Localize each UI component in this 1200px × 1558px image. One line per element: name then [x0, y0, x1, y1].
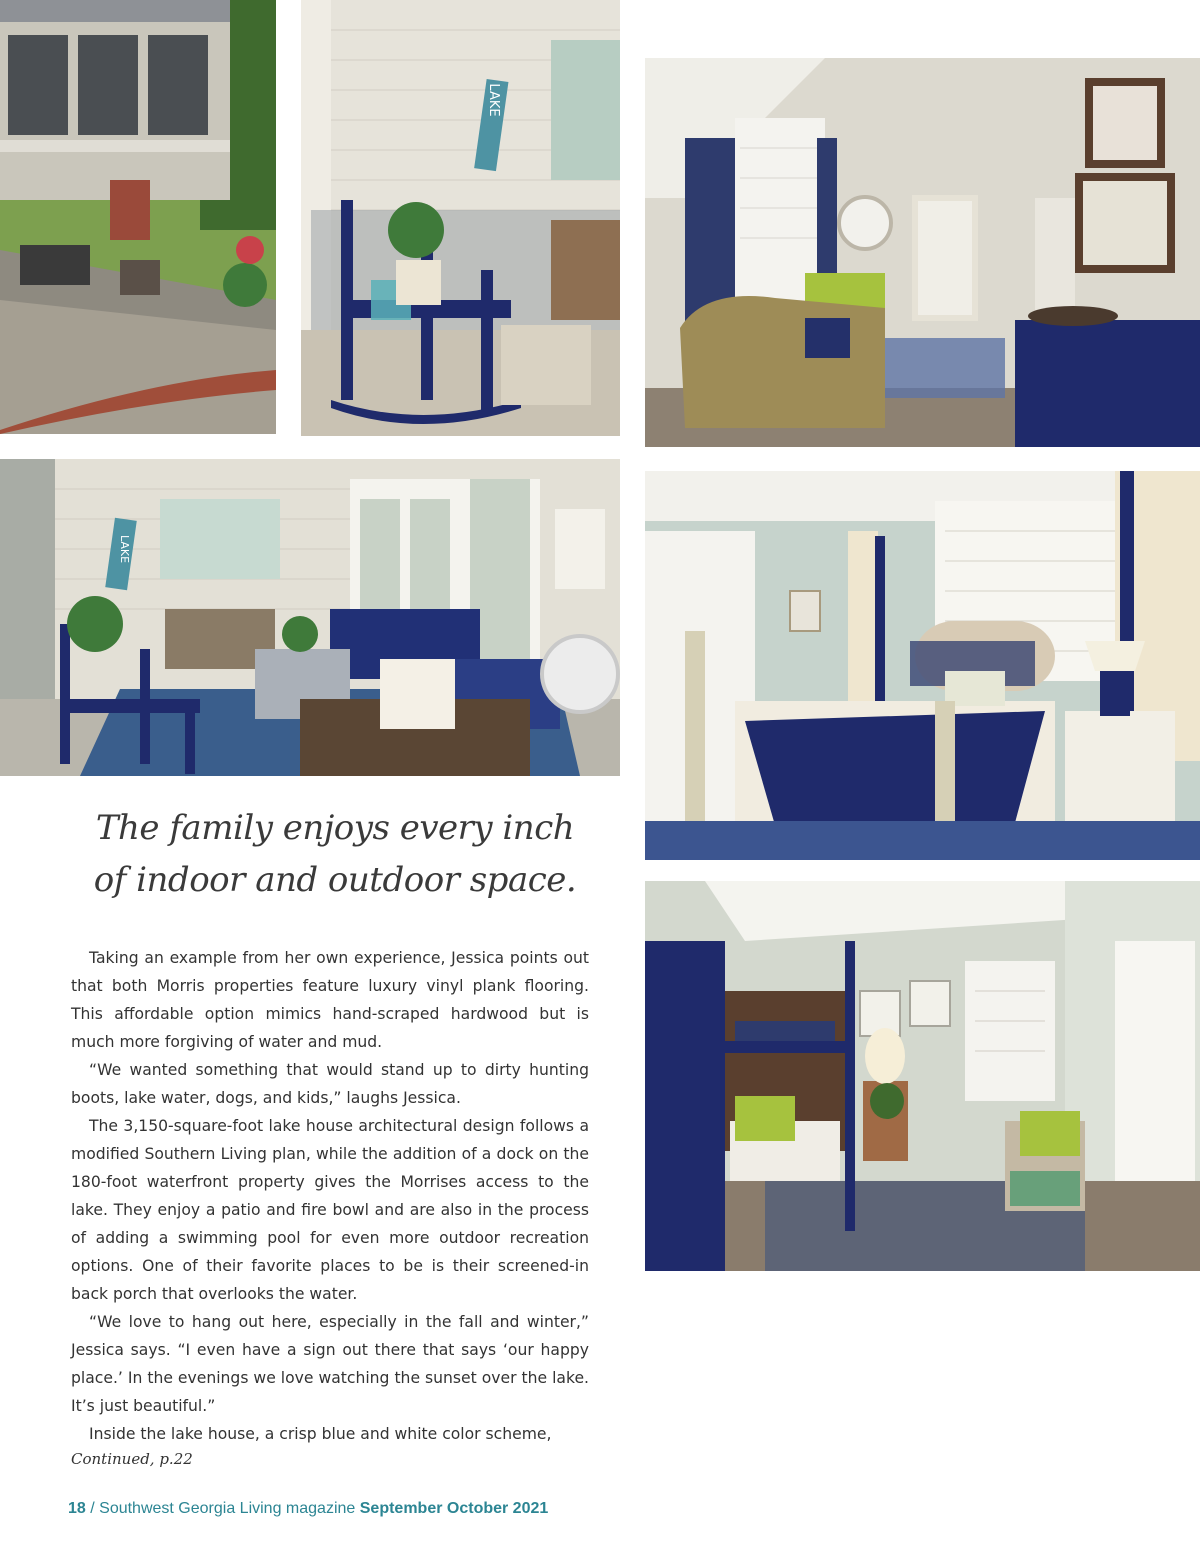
issue-date: September October 2021: [359, 1500, 549, 1517]
photo-bunk-room: [645, 881, 1200, 1271]
lake-sign-text-2: LAKE: [118, 534, 131, 564]
photo-screened-porch: [0, 459, 620, 776]
page-number: 18: [68, 1500, 86, 1517]
photo-living-room: [645, 58, 1200, 447]
article-body: [71, 944, 589, 1448]
paragraph: Inside the lake house, a crisp blue and white color scheme,: [89, 1425, 552, 1443]
paragraph: The 3,150-square-foot lake house architectural design follows a modified Southern Living plan, while the addition of a dock on the 180-foot waterfront property gives the Morrises access to the lake. They enjoy a patio and fire bowl and are also in the process of adding a swimming pool for even more outdoor recreation options. One of their favorite places to be is their screened-in back porch that overlooks the water.: [71, 1117, 589, 1303]
footer-separator: /: [85, 1500, 100, 1517]
continued-note: Continued, p.22: [71, 1450, 193, 1468]
photo-exterior-porch: [0, 0, 276, 434]
paragraph: Taking an example from her own experience, Jessica points out that both Morris properties feature luxury vinyl plank flooring. This affordable option mimics hand-scraped hardwood but is much more forgiving of water and mud.: [71, 949, 589, 1051]
page-footer: [68, 1500, 548, 1518]
lake-sign-text: LAKE: [486, 83, 501, 117]
pull-quote-line-1: The family enjoys every inch: [95, 808, 575, 848]
photo-guest-bedroom: [645, 471, 1200, 860]
paragraph: “We wanted something that would stand up to dirty hunting boots, lake water, dogs, and kids,” laughs Jessica.: [71, 1061, 589, 1107]
paragraph: “We love to hang out here, especially in the fall and winter,” Jessica says. “I even have a sign out there that says ‘our happy place.’ In the evenings we love watching the sunset over the lake. It’s just beautiful.”: [71, 1313, 589, 1415]
pull-quote-line-2: of indoor and outdoor space.: [93, 860, 577, 900]
pull-quote: [70, 802, 600, 906]
magazine-name: Southwest Georgia Living magazine: [99, 1500, 356, 1517]
photo-porch-rocker: [301, 0, 620, 436]
